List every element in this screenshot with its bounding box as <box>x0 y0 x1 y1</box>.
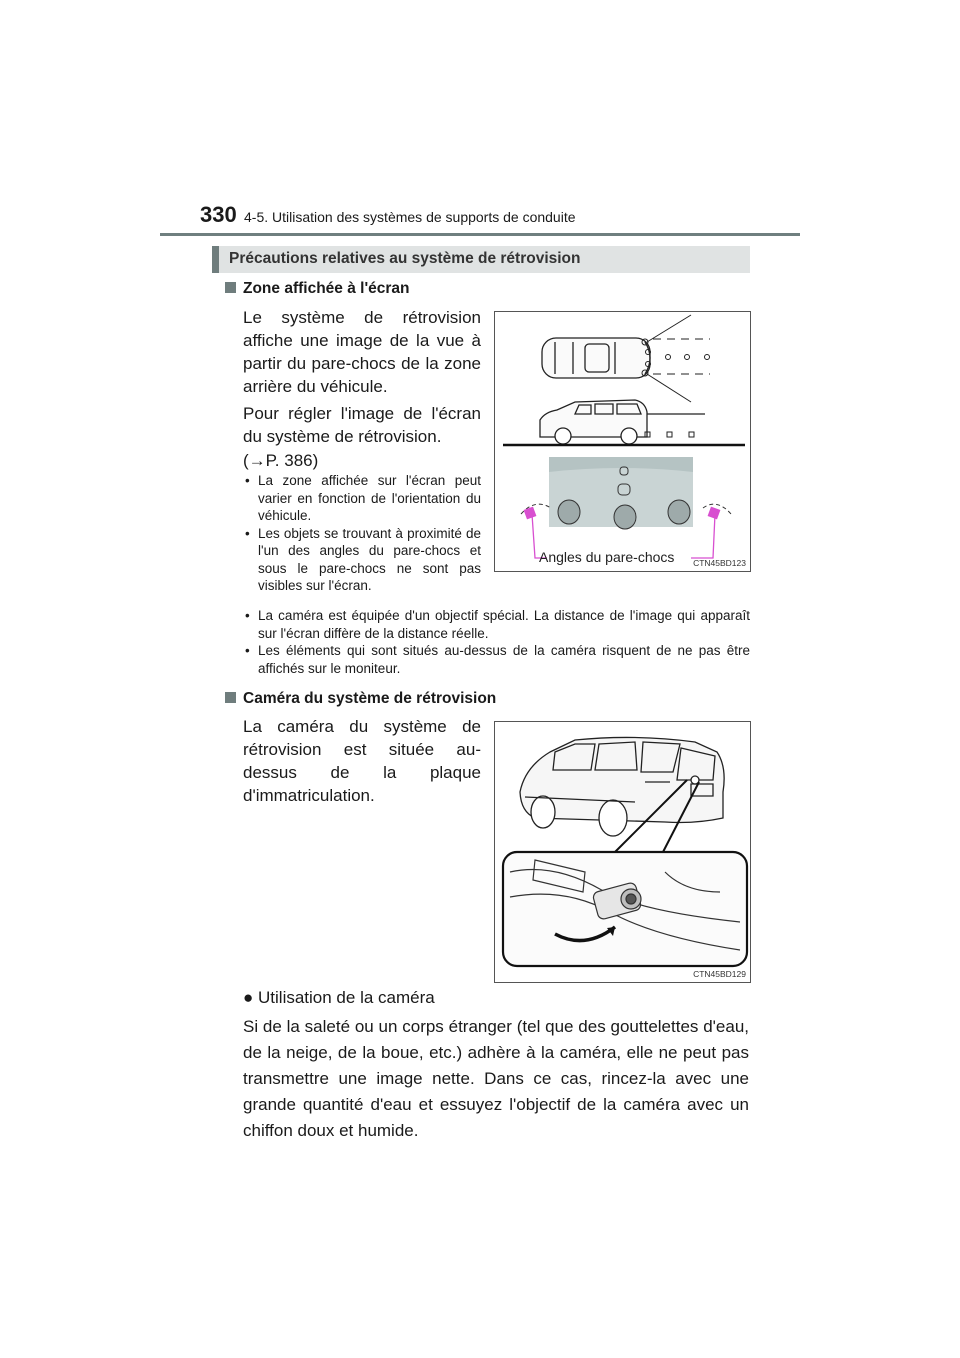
zone-heading-text: Zone affichée à l'écran <box>243 280 410 297</box>
figure-code: CTN45BD129 <box>693 969 746 979</box>
note-item: • Les éléments qui sont situés au-dessus de la caméra risquent de ne pas être affichés sur le moniteur. <box>245 642 750 677</box>
zone-adjust-text: Pour régler l'image de l'écran du système de rétrovision. <box>243 404 481 446</box>
section-title: Précautions relatives au système de rétrovision <box>229 250 581 267</box>
circle-bullet-icon: ● <box>243 988 254 1007</box>
rear-view-zone-figure <box>494 311 751 572</box>
car-top-view-icon <box>542 338 650 378</box>
rear-view-zone-illustration <box>495 312 750 571</box>
camera-location-illustration <box>495 722 750 982</box>
camera-heading-text: Caméra du système de rétrovision <box>243 690 497 707</box>
zone-notes-narrow <box>245 472 481 595</box>
page-number: 330 <box>200 202 237 227</box>
camera-heading <box>225 690 496 708</box>
page-reference: (→P. 386) <box>243 451 319 470</box>
camera-location-text: La caméra du système de rétrovision est située au-dessus de la plaque d'immatriculation. <box>243 717 481 805</box>
note-item: • La caméra est équipée d'un objectif spécial. La distance de l'image qui apparaît sur l'écran diffère de la distance réelle. <box>245 607 750 642</box>
square-bullet-icon <box>225 692 236 703</box>
square-bullet-icon <box>225 282 236 293</box>
zone-notes-wide <box>245 607 750 677</box>
bumper-corners-label: Angles du pare-chocs <box>539 549 675 565</box>
usage-title: Utilisation de la caméra <box>258 988 435 1007</box>
figure-code: CTN45BD123 <box>693 558 746 568</box>
zone-heading <box>225 280 410 298</box>
usage-title-row <box>243 988 435 1008</box>
camera-location-figure <box>494 721 751 983</box>
car-side-view-icon <box>540 400 705 444</box>
section-title-bar <box>212 246 750 273</box>
note-item: • Les objets se trouvant à proximité de l'un des angles du pare-chocs et sous le pare-chocs ne sont pas visibles sur l'écran. <box>245 525 481 595</box>
header-divider <box>160 233 800 236</box>
chapter-title: 4-5. Utilisation des systèmes de supports de conduite <box>244 209 576 225</box>
usage-text: Si de la saleté ou un corps étranger (tel que des gouttelettes d'eau, de la neige, de la boue, etc.) adhère à la caméra, elle ne peut pas transmettre une image nette. Dans ce cas, rincez-la avec une grande quantité d'eau et essuyez l'objectif de la caméra avec un chiffon doux et humide. <box>243 1017 749 1140</box>
note-item: • La zone affichée sur l'écran peut varier en fonction de l'orientation du véhicule. <box>245 472 481 525</box>
zone-description: Le système de rétrovision affiche une image de la vue à partir du pare-chocs de la zone arrière du véhicule. <box>243 308 481 396</box>
suv-rear-icon <box>520 737 724 836</box>
